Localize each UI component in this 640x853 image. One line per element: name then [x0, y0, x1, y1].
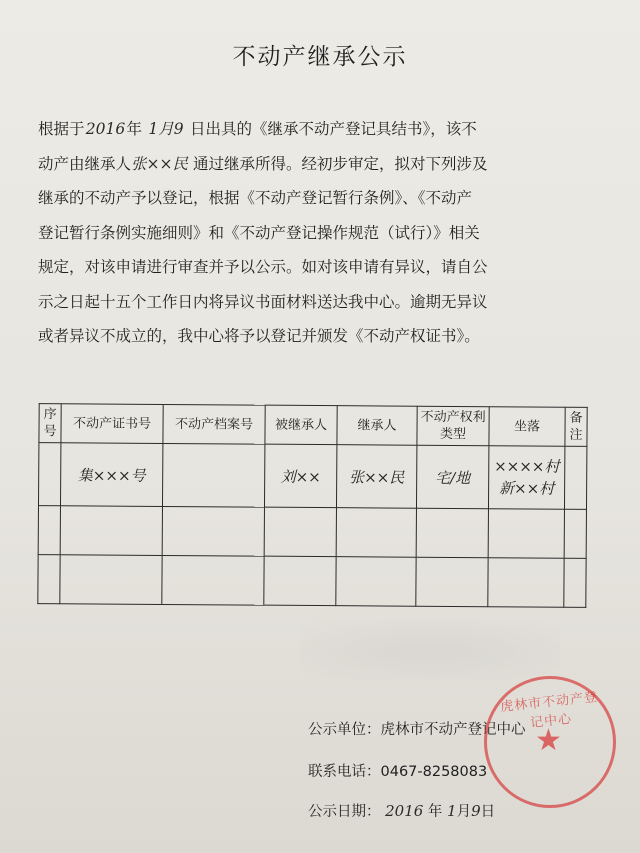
cell-archive-no — [162, 443, 264, 507]
cell-location — [488, 446, 564, 510]
text-segment: 年 — [126, 120, 143, 138]
text-segment: 动产由继承人 — [38, 154, 132, 173]
paragraph-line-2 — [38, 147, 598, 182]
empty-cell — [488, 509, 564, 559]
cell-location-line-1: ××××村 — [494, 457, 560, 476]
cell-location-line-2: 新××村 — [498, 479, 555, 498]
footer-phone-value: 0467-8258083 — [380, 764, 488, 780]
empty-cell — [60, 506, 162, 556]
text-segment: 通过继承所得。经初步审定，拟对下列涉及 — [193, 154, 488, 173]
handwritten-heir-name: 张××民 — [131, 154, 188, 173]
header-cert-no: 不动产证书号 — [61, 404, 163, 444]
empty-cell — [162, 506, 264, 556]
handwritten-date-month: 1 — [447, 802, 457, 820]
seal-text: 虎林市不动产登记中心 — [499, 689, 599, 732]
paragraph-line-5: 规定，对该申请进行审查并予以公示。如对该申请有异议，请自公 — [38, 258, 488, 276]
text-segment: 根据于 — [38, 120, 85, 138]
paragraph-line-1 — [38, 112, 598, 147]
cell-right-type: 宅/地 — [416, 445, 488, 509]
paragraph-line-3: 继承的不动产予以登记，根据《不动产登记暂行条例》、《不动产 — [38, 189, 473, 207]
property-table — [37, 403, 587, 608]
paragraph-line-7: 或者异议不成立的，我中心将予以登记并颁发《不动产权证书》。 — [38, 327, 480, 345]
header-heir: 继承人 — [337, 406, 417, 446]
paper-shadow — [300, 620, 560, 680]
paragraph-line-4: 登记暂行条例实施细则》和《不动产登记操作规范（试行）》相关 — [38, 223, 480, 242]
header-seq: 序号 — [39, 404, 61, 443]
footer-phone — [308, 760, 487, 781]
text-segment: 日出具的《继承不动产登记具结书》，该不 — [190, 120, 477, 138]
footer-date-year-unit: 年 — [427, 804, 443, 820]
footer-unit-label: 公示单位： — [308, 722, 381, 738]
empty-cell — [336, 557, 416, 607]
footer-date-day-unit: 日 — [480, 804, 496, 820]
empty-cell — [416, 508, 488, 558]
handwritten-year: 2016 — [85, 120, 126, 138]
empty-cell — [416, 557, 488, 607]
footer-date — [308, 800, 495, 821]
cell-remark — [564, 446, 586, 509]
empty-cell — [38, 555, 60, 604]
handwritten-date-day: 9 — [471, 802, 481, 820]
cell-seq — [38, 443, 60, 506]
header-location: 坐落 — [489, 407, 565, 447]
paragraph-line-6: 示之日起十五个工作日内将异议书面材料送达我中心。逾期无异议 — [38, 292, 488, 311]
empty-cell — [264, 507, 336, 557]
header-decedent: 被继承人 — [265, 405, 337, 445]
footer-unit-value: 虎林市不动产登记中心 — [380, 722, 526, 738]
empty-cell — [336, 508, 416, 558]
empty-cell — [564, 509, 586, 558]
handwritten-date-year: 2016 — [385, 802, 424, 820]
footer-date-month-unit: 月 — [456, 804, 472, 820]
empty-cell — [264, 556, 336, 606]
cell-heir: 张××民 — [336, 445, 416, 509]
page-title: 不动产继承公示 — [232, 44, 408, 70]
empty-cell — [162, 555, 264, 605]
official-seal — [484, 676, 616, 808]
empty-cell — [38, 506, 60, 555]
table-row-empty — [38, 506, 586, 559]
empty-cell — [60, 555, 162, 605]
table-row — [38, 443, 586, 510]
cell-decedent: 刘×× — [264, 444, 336, 508]
empty-cell — [488, 558, 564, 608]
footer-date-label: 公示日期： — [308, 804, 381, 820]
table-header-row — [39, 404, 587, 447]
header-remark: 备注 — [565, 407, 587, 446]
empty-cell — [564, 558, 586, 607]
header-right-type: 不动产权利类型 — [417, 406, 489, 446]
table-row-empty — [38, 555, 586, 608]
footer-phone-label: 联系电话： — [308, 764, 381, 780]
seal-star-icon: ★ — [535, 723, 562, 758]
handwritten-month-day: 1月9 — [148, 120, 184, 138]
notice-paragraph — [38, 112, 598, 354]
cell-cert-no: 集×××号 — [60, 443, 162, 507]
header-archive-no: 不动产档案号 — [163, 404, 265, 444]
